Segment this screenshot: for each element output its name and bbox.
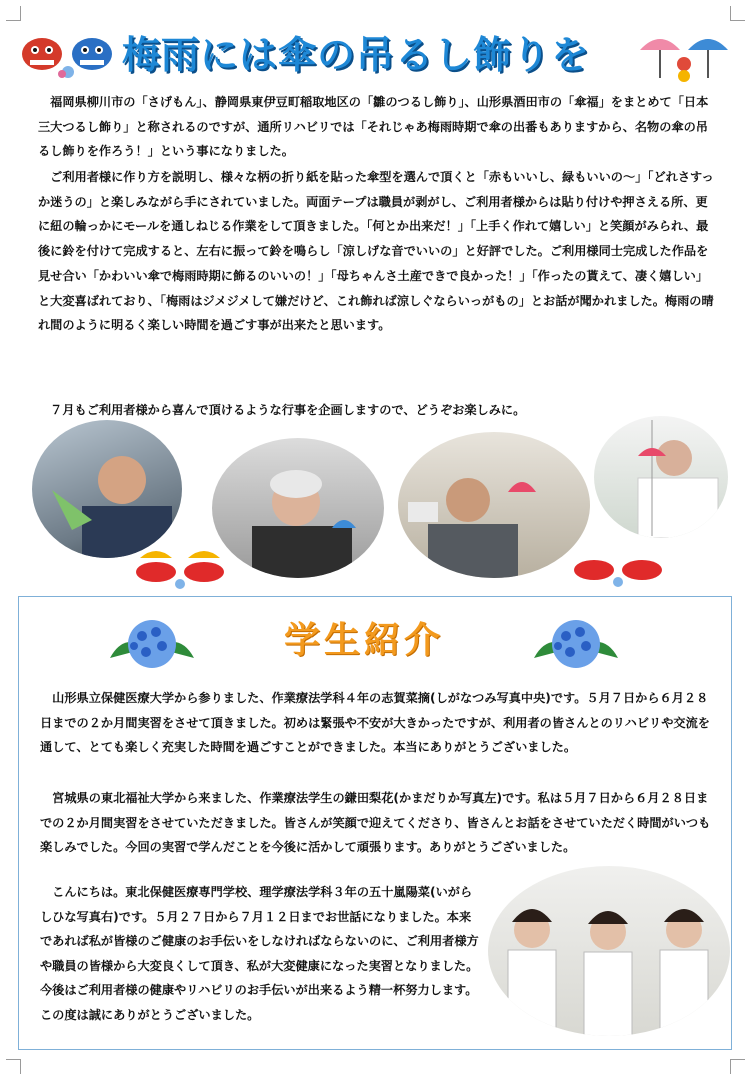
student-paragraph-3: こんにちは。東北保健医療専門学校、理学療法学科３年の五十嵐陽菜(いがらしひな写真右)です。５月２７日から７月１２日までお世話になりました。本来であれば私が皆様のご健康のお手伝いをしなければならないのに、ご利用者様方や職員の皆様から大変良くして頂き、私が大変健康になった実習となりました。今後はご利用者様の健康やリハビリのお手伝いが出来るよう精一杯努力します。この度は誠にありがとうございました。 (40, 885, 479, 1022)
article-paragraph-3: ７月もご利用者様から喜んで頂けるような行事を企画しますので、どうぞお楽しみに。 (38, 403, 526, 417)
photo-activity-3 (398, 432, 590, 578)
akabeko-icon (126, 538, 236, 590)
section-title: 学生紹介 (284, 620, 445, 661)
student-paragraph-1: 山形県立保健医療大学から参りました、作業療法学科４年の志賀菜摘(しがなつみ写真中央)です。５月７日から６月２８日までの２か月間実習をさせて頂きました。初めは緊張や不安が大きかったですが、利用者の皆さんとのリハビリや交流を通して、とても楽しく充実した時間を過ごすことができました。本当にありがとうございました。 (40, 691, 710, 755)
article-paragraph-2: ご利用者様に作り方を説明し、様々な柄の折り紙を貼った傘型を選んで頂くと「赤もいいし、緑もいいの～」「どれさすっか迷うの」と楽しみながら手にされていました。両面テープは職員が剥がし、ご利用者様からは貼り付けや押さえる所、更に紐の輪っかにモールを通しねじる作業をして頂きました。「何とか出来だ！」「上手く作れて嬉しい」と笑顔がみられ、最後に鈴を付けて完成すると、左右に振って鈴を鳴らし「涼しげな音でいいの」と好評でした。ご利用様同士完成した作品を見せ合い「かわいい傘で梅雨時期に飾るのいいの！」「母ちゃんさ土産できで良かった！」「作ったの貰えて、凄く嬉しい」と大変喜ばれており、「梅雨はジメジメして嫌だけど、これ飾れば涼しぐならいっがもの」とお話が聞かれました。梅雨の晴れ間のように明るく楽しい時間を過ごす事が出来たと思います。 (38, 170, 714, 333)
crop-mark-bottom-right (730, 1059, 745, 1074)
crop-mark-bottom-left (6, 1059, 21, 1074)
akabeko-icon (564, 538, 674, 590)
umbrella-icon (636, 28, 732, 84)
article-paragraph-1: 福岡県柳川市の「さげもん」、静岡県東伊豆町稲取地区の「雛のつるし飾り」、山形県酒田市の「傘福」をまとめて「日本三大つるし飾り」と称されるのですが、通所リハビリでは「それじゃあ梅雨時期で傘の出番もありますから、名物の傘の吊るし飾りを作ろう！」という事になりました。 (38, 95, 709, 159)
crop-mark-top-right (730, 6, 745, 21)
hydrangea-icon (528, 608, 624, 680)
photo-activity-4 (594, 416, 728, 538)
photo-students (488, 866, 730, 1036)
photo-activity-2 (212, 438, 384, 578)
hydrangea-icon (104, 608, 200, 680)
crop-mark-top-left (6, 6, 21, 21)
page-title: 梅雨には傘の吊るし飾りを (122, 33, 591, 77)
student-paragraph-2: 宮城県の東北福祉大学から来ました、作業療法学生の鎌田梨花(かまだりか写真左)です。私は５月７日から６月２８日までの２か月間実習をさせていただきました。皆さんが笑顔で迎えてくださり、皆さんとお話をさせていただく時間がいつも楽しみでした。今回の実習で学んだことを今後に活かして頑張ります。ありがとうございました。 (40, 791, 711, 855)
shishimai-icon (14, 30, 124, 80)
